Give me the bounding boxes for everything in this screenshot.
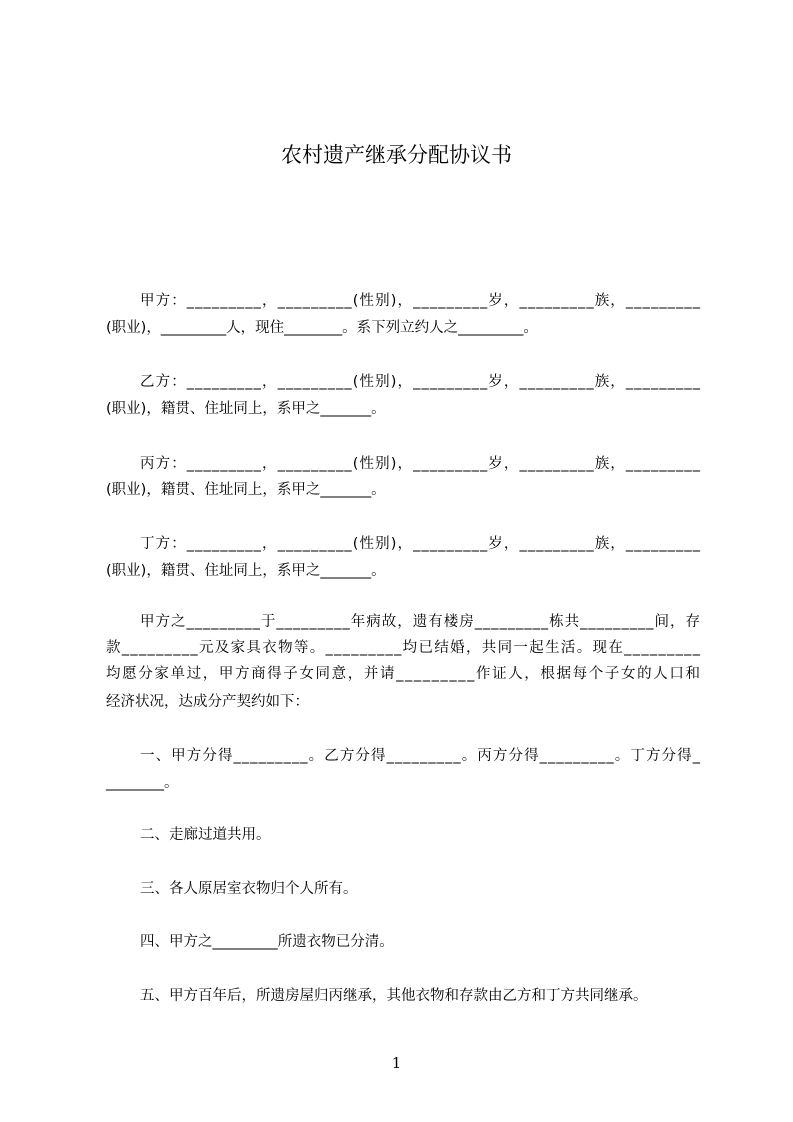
- paragraph-estate-line-4: 经济状况，达成分产契约如下：: [106, 694, 309, 710]
- paragraph-estate-line-3: 均愿分家单过，甲方商得子女同意，并请_________作证人，根据每个子女的人口和: [106, 666, 702, 682]
- clause-2: 二、走廊过道共用。: [140, 827, 271, 843]
- paragraph-party-d-line-1: 丁方：_________，_________(性别)，_________岁，_________族，_________: [140, 536, 702, 552]
- clause-3: 三、各人原居室衣物归个人所有。: [140, 881, 358, 897]
- paragraph-party-c-line-2: (职业)，籍贯、住址同上，系甲之_______。: [106, 482, 386, 498]
- paragraph-party-c-line-1: 丙方：_________，_________(性别)，_________岁，_________族，_________: [140, 456, 702, 472]
- paragraph-party-d-line-2: (职业)，籍贯、住址同上，系甲之_______。: [106, 563, 386, 579]
- clause-5: 五、甲方百年后，所遗房屋归丙继承，其他衣物和存款由乙方和丁方共同继承。: [140, 988, 648, 1004]
- clause-4: 四、甲方之_________所遗衣物已分清。: [140, 934, 394, 950]
- paragraph-party-b-line-2: (职业)，籍贯、住址同上，系甲之_______。: [106, 401, 386, 417]
- document-title: 农村遗产继承分配协议书: [281, 143, 512, 167]
- paragraph-party-b-line-1: 乙方：_________，_________(性别)，_________岁，_________族，_________: [140, 374, 702, 390]
- clause-1-line-1: 一、甲方分得_________。乙方分得_________。丙方分得_________。丁方分得_: [140, 748, 702, 764]
- paragraph-estate-line-1: 甲方之_________于_________年病故，遗有楼房_________栋共_________间，存: [140, 614, 702, 630]
- paragraph-party-a-line-1: 甲方：_________，_________(性别)，_________岁，_________族，_________: [140, 293, 702, 309]
- paragraph-party-a-line-2: (职业)，_________人，现住________。系下列立约人之_________。: [106, 320, 538, 336]
- clause-1-line-2: ________。: [106, 775, 179, 791]
- page-number: 1: [391, 1054, 402, 1072]
- paragraph-estate-line-2: 款_________元及家具衣物等。_________均已结婚，共同一起生活。现在_________: [106, 640, 702, 656]
